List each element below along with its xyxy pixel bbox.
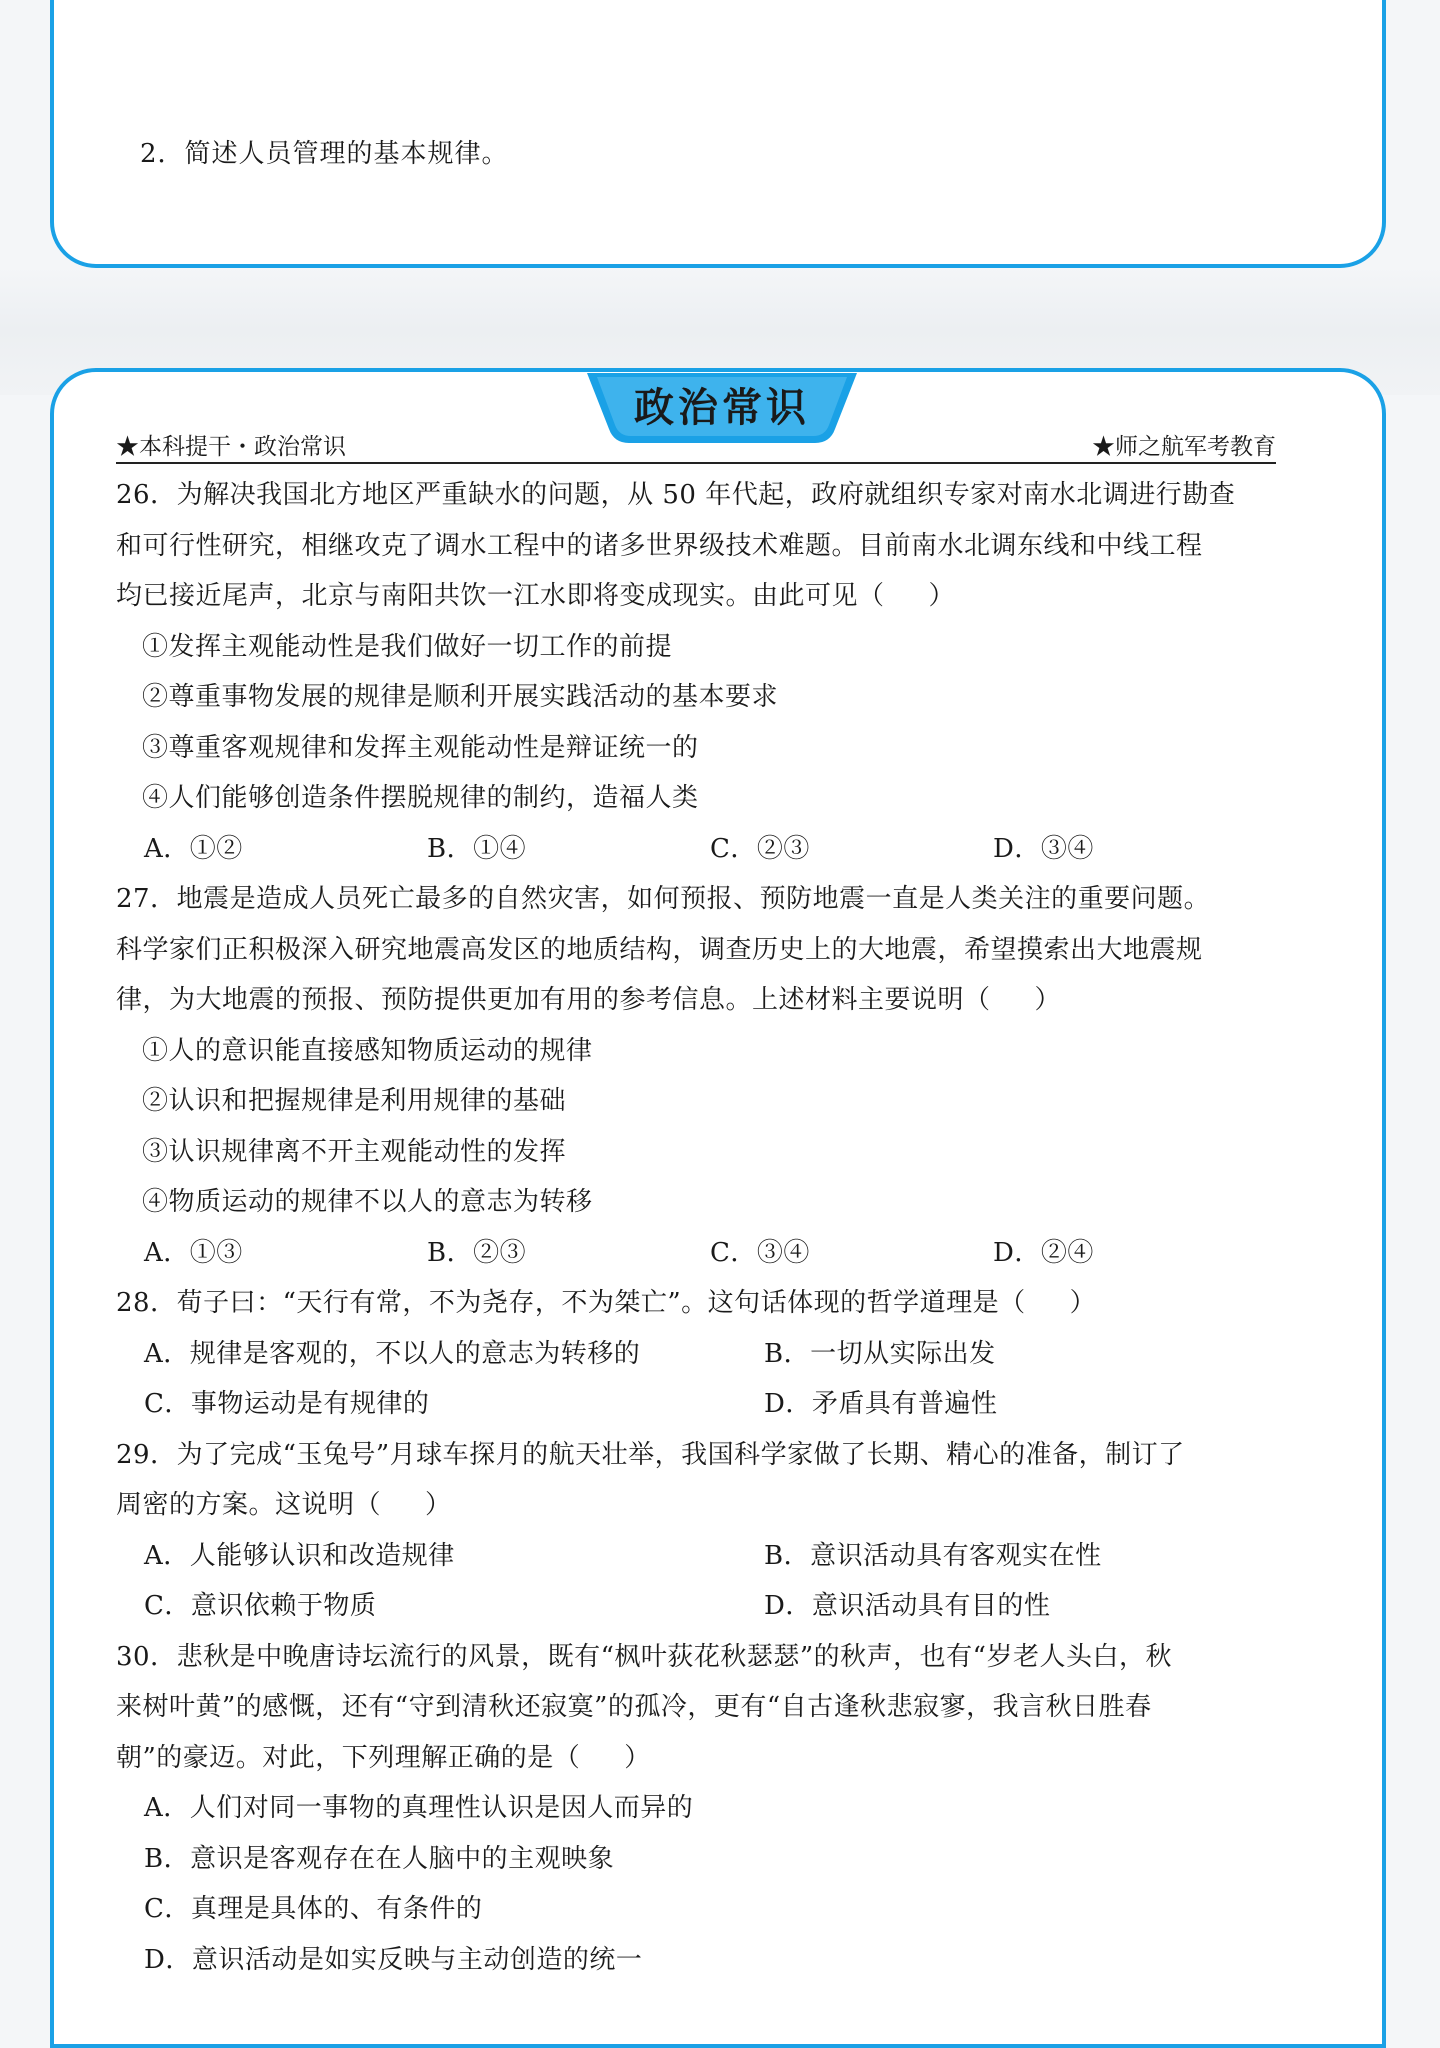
option-b: B．一切从实际出发 xyxy=(764,1338,996,1369)
section-title-tab xyxy=(587,373,857,443)
statement: ④物质运动的规律不以人的意志为转移 xyxy=(142,1187,593,1217)
question-stem-text: 周密的方案。这说明（ xyxy=(116,1490,382,1520)
option-a: A．人们对同一事物的真理性认识是因人而异的 xyxy=(144,1793,694,1823)
question-stem-line: 和可行性研究，相继攻克了调水工程中的诸多世界级技术难题。目前南水北调东线和中线工程 xyxy=(116,530,1203,561)
statement: ②尊重事物发展的规律是顺利开展实践活动的基本要求 xyxy=(142,682,779,712)
question-30 xyxy=(116,1632,1276,1986)
section-title: 政治常识 xyxy=(634,385,810,431)
question-stem-line: 27．地震是造成人员死亡最多的自然灾害，如何预报、预防地震一直是人类关注的重要问题。 xyxy=(116,884,1211,914)
question-27 xyxy=(116,874,1276,1278)
options-row xyxy=(116,1379,1276,1430)
option-d: D．意识活动具有目的性 xyxy=(764,1591,1051,1621)
statement: ②认识和把握规律是利用规律的基础 xyxy=(142,1086,567,1116)
options-row xyxy=(116,1581,1276,1632)
option-d: D．矛盾具有普遍性 xyxy=(764,1389,998,1419)
question-26 xyxy=(116,470,1276,874)
previous-question-card xyxy=(50,0,1386,268)
option-c: C．事物运动是有规律的 xyxy=(144,1389,430,1419)
statement: ③认识规律离不开主观能动性的发挥 xyxy=(142,1136,567,1167)
options-row xyxy=(116,1228,1276,1279)
question-stem-line xyxy=(116,1480,1276,1531)
question-stem-line xyxy=(116,1278,1276,1329)
statement: ①发挥主观能动性是我们做好一切工作的前提 xyxy=(142,631,673,662)
question-stem-text: 朝”的豪迈。对此，下列理解正确的是（ xyxy=(116,1742,581,1773)
options-row xyxy=(116,1329,1276,1380)
option-c: C．真理是具体的、有条件的 xyxy=(144,1894,483,1924)
options-row xyxy=(116,824,1276,875)
close-paren: ） xyxy=(624,1742,651,1773)
question-list xyxy=(116,470,1276,1985)
option-a: A．①② xyxy=(144,833,243,864)
question-stem-text: 28．荀子曰：“天行有常，不为尧存，不为桀亡”。这句话体现的哲学道理是（ xyxy=(116,1288,1026,1318)
close-paren: ） xyxy=(1069,1288,1097,1318)
question-stem-line: 来树叶黄”的感慨，还有“守到清秋还寂寞”的孤冷，更有“自古逢秋悲寂寥，我言秋日胜春 xyxy=(116,1692,1152,1722)
option-b: B．意识是客观存在在人脑中的主观映象 xyxy=(144,1843,615,1874)
close-paren: ） xyxy=(1034,985,1062,1015)
question-stem-line xyxy=(116,571,1276,622)
option-b: B．意识活动具有客观实在性 xyxy=(764,1540,1102,1571)
question-2-text: 2．简述人员管理的基本规律。 xyxy=(140,139,509,169)
option-d: D．②④ xyxy=(993,1237,1094,1268)
options-row xyxy=(116,1531,1276,1582)
option-d: D．③④ xyxy=(993,833,1094,864)
option-c: C．意识依赖于物质 xyxy=(144,1591,377,1621)
header-divider xyxy=(116,462,1276,464)
question-stem-line: 30．悲秋是中晚唐诗坛流行的风景，既有“枫叶荻花秋瑟瑟”的秋声，也有“岁老人头白，秋 xyxy=(116,1641,1172,1672)
statement: ④人们能够创造条件摆脱规律的制约，造福人类 xyxy=(142,783,699,813)
statement: ①人的意识能直接感知物质运动的规律 xyxy=(142,1035,593,1066)
close-paren: ） xyxy=(928,581,956,611)
option-c: C．②③ xyxy=(710,833,810,864)
option-b: B．①④ xyxy=(427,833,527,864)
option-a: A．规律是客观的，不以人的意志为转移的 xyxy=(144,1338,641,1369)
question-stem-line: 科学家们正积极深入研究地震高发区的地质结构，调查历史上的大地震，希望摸索出大地震规 xyxy=(116,934,1203,965)
option-c: C．③④ xyxy=(710,1237,810,1268)
question-stem-text: 均已接近尾声，北京与南阳共饮一江水即将变成现实。由此可见（ xyxy=(116,581,885,611)
question-28 xyxy=(116,1278,1276,1430)
header-right-label: ★师之航军考教育 xyxy=(1092,434,1276,460)
question-stem-line: 26．为解决我国北方地区严重缺水的问题，从 50 年代起，政府就组织专家对南水北调进行勘查 xyxy=(116,480,1236,510)
statement: ③尊重客观规律和发挥主观能动性是辩证统一的 xyxy=(142,732,699,763)
option-b: B．②③ xyxy=(427,1237,527,1268)
header-left-label: ★本科提干・政治常识 xyxy=(116,434,346,460)
question-stem-line: 29．为了完成“玉兔号”月球车探月的航天壮举，我国科学家做了长期、精心的准备，制订了 xyxy=(116,1439,1185,1470)
question-stem-text: 律，为大地震的预报、预防提供更加有用的参考信息。上述材料主要说明（ xyxy=(116,985,991,1015)
question-stem-line xyxy=(116,975,1276,1026)
close-paren: ） xyxy=(425,1490,452,1520)
option-a: A．①③ xyxy=(144,1237,243,1268)
question-29 xyxy=(116,1430,1276,1632)
option-a: A．人能够认识和改造规律 xyxy=(144,1540,455,1571)
option-d: D．意识活动是如实反映与主动创造的统一 xyxy=(144,1944,643,1975)
question-stem-line xyxy=(116,1733,1276,1784)
